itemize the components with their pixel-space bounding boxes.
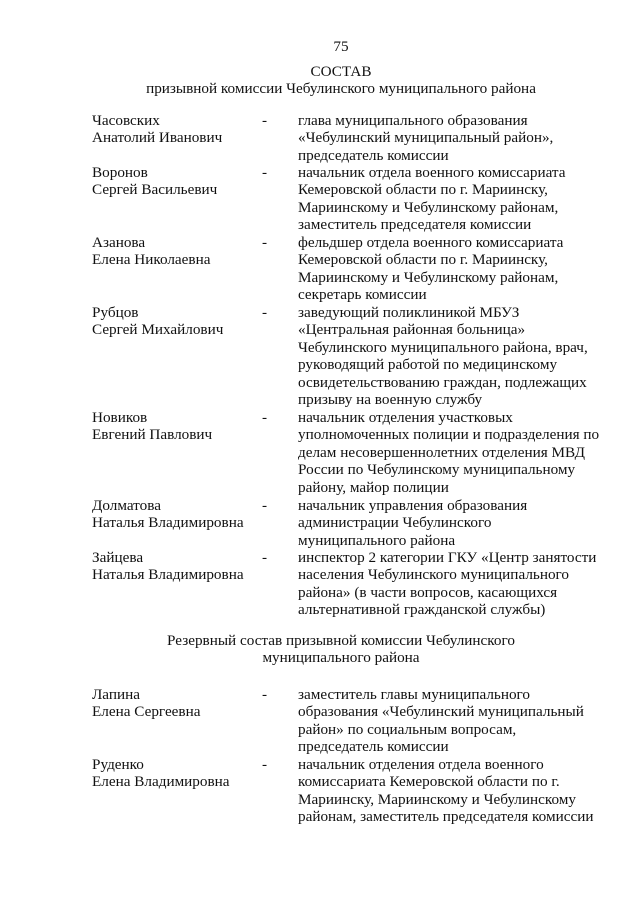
member-last-name: Новиков [92, 409, 148, 426]
member-role: начальник отделения отдела военного комиссариата Кемеровской области по г. Мариинску, Мариинскому и Чебулинскому районам, заместитель председателя комиссии [298, 756, 594, 826]
member-first-names: Евгений Павлович [92, 426, 213, 444]
member-first-names: Наталья Владимировна [92, 566, 244, 584]
member-entry [0, 756, 640, 826]
member-dash: - [262, 686, 268, 703]
member-last-name: Лапина [92, 686, 140, 703]
member-dash: - [262, 409, 268, 426]
member-first-names: Елена Николаевна [92, 251, 211, 269]
member-name [92, 409, 262, 497]
member-last-name: Рубцов [92, 304, 139, 321]
member-last-name: Воронов [92, 164, 148, 181]
member-name [92, 112, 262, 164]
member-dash: - [262, 756, 268, 773]
member-dash: - [262, 549, 268, 566]
member-dash: - [262, 164, 268, 181]
member-last-name: Зайцева [92, 549, 144, 566]
member-entry [0, 304, 640, 409]
member-first-names: Наталья Владимировна [92, 514, 244, 532]
commission-members-list [0, 112, 640, 619]
member-last-name: Руденко [92, 756, 144, 773]
member-name [92, 234, 262, 304]
reserve-heading-line: муниципального района [262, 649, 420, 667]
member-role: начальник отдела военного комиссариата Кемеровской области по г. Мариинску, Мариинскому и Чебулинскому районам, заместитель председателя комиссии [298, 164, 566, 234]
document-title: СОСТАВ [310, 63, 372, 80]
member-entry [0, 549, 640, 619]
member-entry [0, 112, 640, 164]
member-first-names: Анатолий Иванович [92, 129, 223, 147]
member-last-name: Азанова [92, 234, 146, 251]
member-role: фельдшер отдела военного комиссариата Кемеровской области по г. Мариинску, Мариинскому и Чебулинскому районам, секретарь комиссии [298, 234, 564, 304]
member-name [92, 549, 262, 619]
member-role: инспектор 2 категории ГКУ «Центр занятости населения Чебулинского муниципального района» (в части вопросов, касающихся альтернативной гражданской службы) [298, 549, 597, 619]
member-first-names: Елена Владимировна [92, 773, 230, 791]
member-first-names: Елена Сергеевна [92, 703, 201, 721]
member-name [92, 304, 262, 409]
member-role: заведующий поликлиникой МБУЗ «Центральная районная больница» Чебулинского муниципального района, врач, руководящий работой по медицинскому освидетельствованию граждан, подлежащих призыву на военную службу [298, 304, 588, 409]
member-entry [0, 164, 640, 234]
member-dash: - [262, 112, 268, 129]
member-last-name: Часовских [92, 112, 160, 129]
member-first-names: Сергей Михайлович [92, 321, 224, 339]
document-subtitle: призывной комиссии Чебулинского муниципального района [146, 80, 536, 97]
member-dash: - [262, 497, 268, 514]
member-last-name: Долматова [92, 497, 161, 514]
member-name [92, 686, 262, 756]
member-entry [0, 686, 640, 756]
member-entry [0, 409, 640, 497]
member-role: глава муниципального образования «Чебулинский муниципальный район», председатель комиссии [298, 112, 554, 164]
reserve-heading [0, 632, 640, 667]
member-name [92, 756, 262, 826]
reserve-members-list [0, 686, 640, 826]
member-name [92, 164, 262, 234]
reserve-heading-line: Резервный состав призывной комиссии Чебулинского [167, 632, 515, 649]
member-role: начальник управления образования администрации Чебулинского муниципального района [298, 497, 528, 549]
member-role: начальник отделения участковых уполномоченных полиции и подразделения по делам несовершеннолетних отделения МВД России по Чебулинскому муниципальному району, майор полиции [298, 409, 600, 496]
member-first-names: Сергей Васильевич [92, 181, 218, 199]
member-role: заместитель главы муниципального образования «Чебулинский муниципальный район» по социальным вопросам, председатель комиссии [298, 686, 584, 756]
page-number: 75 [333, 38, 349, 55]
member-entry [0, 234, 640, 304]
member-entry [0, 497, 640, 549]
member-dash: - [262, 234, 268, 251]
member-name [92, 497, 262, 549]
member-dash: - [262, 304, 268, 321]
